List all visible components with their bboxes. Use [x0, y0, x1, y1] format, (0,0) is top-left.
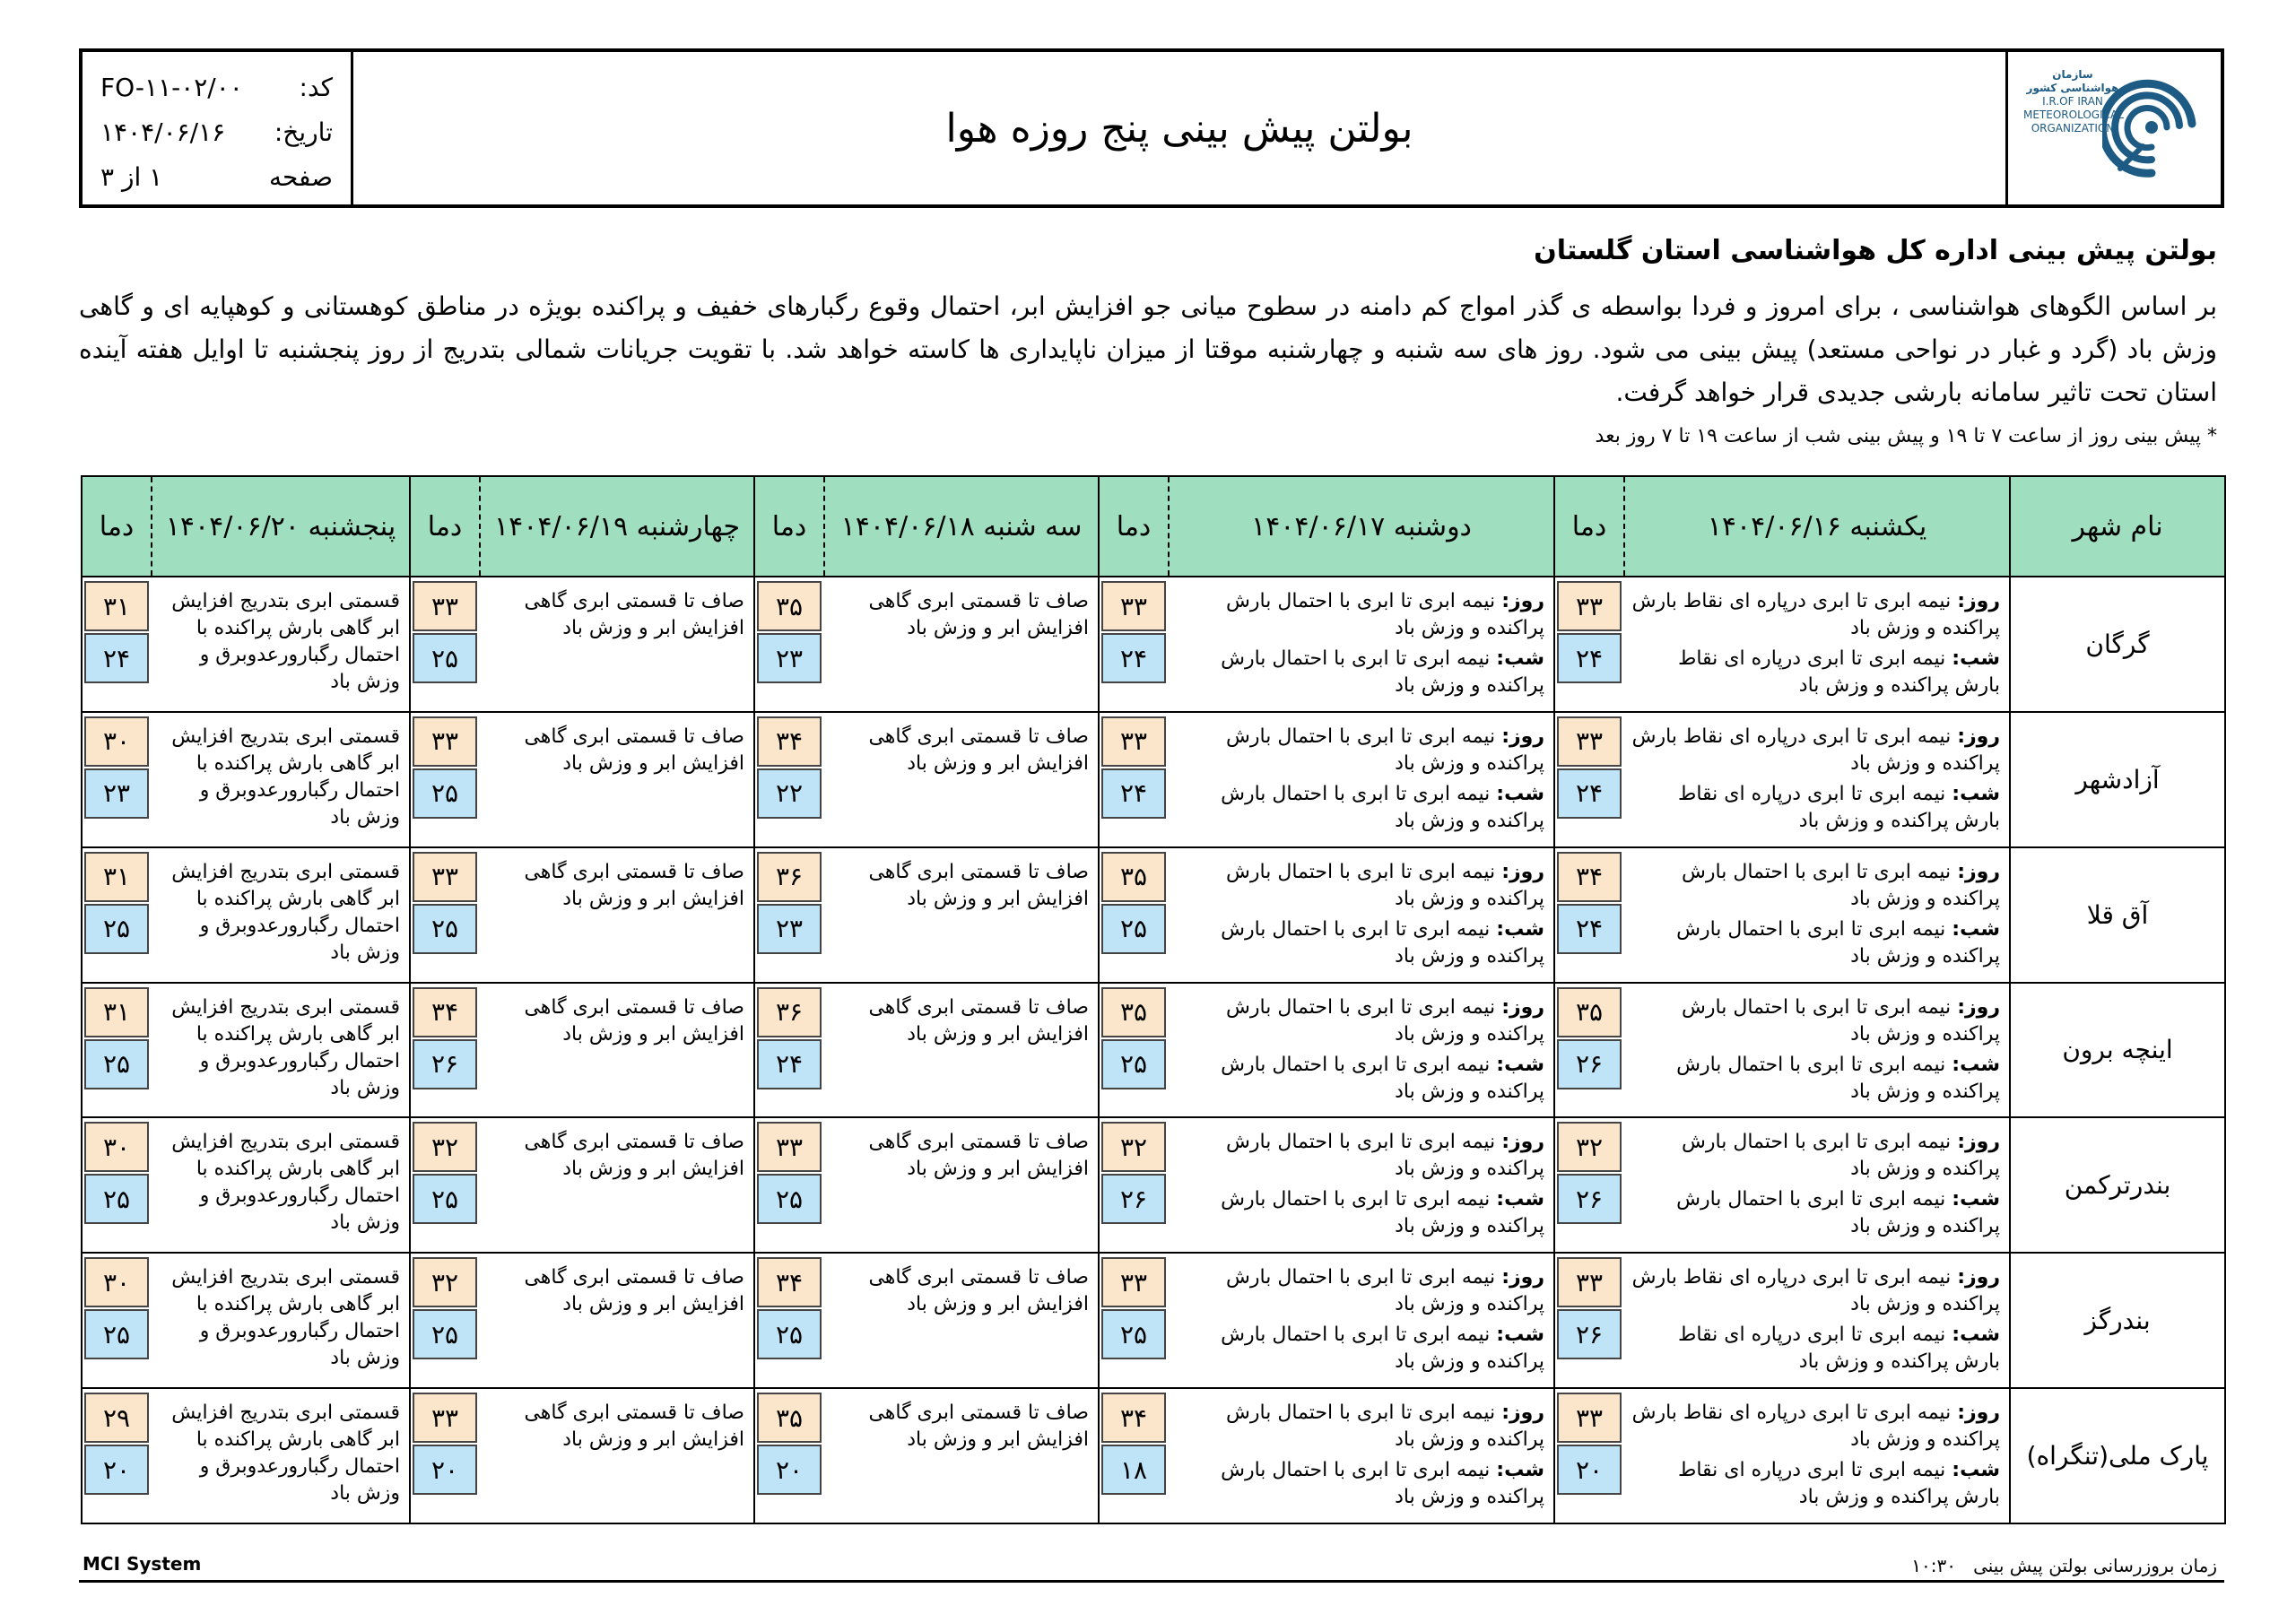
- temperature-cell: [82, 847, 152, 983]
- temperature-cell: [1099, 712, 1169, 847]
- day-label: روز:: [1501, 590, 1544, 612]
- max-temp: ۳۱: [84, 987, 149, 1037]
- night-label: شب:: [1952, 1459, 2000, 1482]
- forecast-text: قسمتی ابری بتدریج افزایش ابر گاهی بارش پراکنده با احتمال رگبارورعدوبرق و وزش باد: [171, 590, 400, 693]
- min-temp: ۲۴: [84, 633, 149, 683]
- min-temp: ۲۵: [84, 904, 149, 954]
- date-label: تاریخ:: [274, 117, 333, 147]
- update-time-text: [1911, 1555, 2217, 1576]
- day-forecast-text: نیمه ابری تا ابری با احتمال بارش پراکنده و وزش باد: [1226, 995, 1544, 1046]
- night-forecast: [1176, 1052, 1544, 1106]
- forecast-description: [1624, 712, 2010, 847]
- min-temp: ۲۵: [413, 633, 477, 683]
- forecast-text: صاف تا قسمتی ابری گاهی افزایش ابر و وزش باد: [524, 1266, 744, 1316]
- max-temp: ۳۳: [413, 1393, 477, 1443]
- forecast-description: [1624, 847, 2010, 983]
- forecast-text: صاف تا قسمتی ابری گاهی افزایش ابر و وزش باد: [868, 1266, 1089, 1316]
- min-temp: ۲۳: [757, 904, 822, 954]
- night-label: شب:: [1952, 917, 2000, 941]
- min-temp: ۲۵: [413, 904, 477, 954]
- night-label: شب:: [1496, 917, 1544, 941]
- forecast-description: [480, 577, 754, 712]
- min-temp: ۲۴: [1557, 904, 1622, 954]
- day-forecast: [1176, 994, 1544, 1048]
- forecast-description: [480, 1253, 754, 1388]
- day-forecast: [1631, 1400, 2000, 1454]
- max-temp: ۳۶: [757, 987, 822, 1037]
- min-temp: ۲۵: [1101, 1039, 1166, 1089]
- min-temp: ۲۰: [757, 1445, 822, 1495]
- max-temp: ۳۰: [84, 1122, 149, 1172]
- temp-column-header: دما: [1099, 476, 1169, 577]
- day-label: روز:: [1501, 1402, 1544, 1425]
- temperature-cell: [410, 577, 480, 712]
- table-row: [82, 847, 2225, 983]
- temperature-cell: [754, 847, 824, 983]
- forecast-text: صاف تا قسمتی ابری گاهی افزایش ابر و وزش باد: [524, 725, 744, 775]
- night-forecast: [1631, 1186, 2000, 1240]
- forecast-description: [824, 712, 1099, 847]
- min-temp: ۲۵: [84, 1309, 149, 1359]
- meteorological-logo: [2005, 52, 2221, 204]
- night-forecast-text: نیمه ابری تا ابری با احتمال بارش پراکنده و وزش باد: [1221, 782, 1544, 832]
- temperature-cell: [1554, 1117, 1624, 1253]
- forecast-description: [1624, 1117, 2010, 1253]
- forecast-text: صاف تا قسمتی ابری گاهی افزایش ابر و وزش باد: [868, 725, 1089, 775]
- day-column-header: چهارشنبه ۱۴۰۴/۰۶/۱۹: [480, 476, 754, 577]
- temperature-cell: [410, 983, 480, 1118]
- night-forecast: [1631, 781, 2000, 835]
- page-label: صفحه: [268, 161, 333, 192]
- day-column-header: سه شنبه ۱۴۰۴/۰۶/۱۸: [824, 476, 1099, 577]
- day-forecast-text: نیمه ابری تا ابری با احتمال بارش پراکنده و وزش باد: [1682, 1131, 2000, 1181]
- forecast-description: [152, 577, 410, 712]
- night-forecast: [1631, 1457, 2000, 1511]
- max-temp: ۳۰: [84, 1257, 149, 1307]
- max-temp: ۳۴: [757, 716, 822, 767]
- temp-column-header: دما: [82, 476, 152, 577]
- forecast-description: [824, 983, 1099, 1118]
- temperature-cell: [410, 712, 480, 847]
- night-label: شب:: [1952, 1324, 2000, 1347]
- temperature-cell: [1554, 577, 1624, 712]
- forecast-description: [1169, 983, 1554, 1118]
- max-temp: ۳۳: [1557, 1393, 1622, 1443]
- night-forecast: [1176, 1457, 1544, 1511]
- temperature-cell: [754, 1253, 824, 1388]
- forecast-text: قسمتی ابری بتدریج افزایش ابر گاهی بارش پراکنده با احتمال رگبارورعدوبرق و وزش باد: [171, 725, 400, 829]
- day-forecast: [1176, 1400, 1544, 1454]
- day-label: روز:: [1501, 725, 1544, 748]
- swirl-logo-icon: [2102, 70, 2201, 187]
- day-column-header: یکشنبه ۱۴۰۴/۰۶/۱۶: [1624, 476, 2010, 577]
- min-temp: ۲۶: [1557, 1039, 1622, 1089]
- header-meta: [83, 52, 353, 204]
- max-temp: ۳۲: [413, 1257, 477, 1307]
- temperature-cell: [1554, 983, 1624, 1118]
- city-name: بندرترکمن: [2010, 1117, 2225, 1253]
- day-label: روز:: [1957, 860, 2000, 883]
- temperature-cell: [1099, 1388, 1169, 1523]
- max-temp: ۳۳: [1101, 716, 1166, 767]
- night-forecast: [1176, 1322, 1544, 1376]
- max-temp: ۳۴: [1101, 1393, 1166, 1443]
- temperature-cell: [1554, 847, 1624, 983]
- day-forecast: [1631, 1129, 2000, 1183]
- temperature-cell: [410, 1253, 480, 1388]
- forecast-text: صاف تا قسمتی ابری گاهی افزایش ابر و وزش باد: [868, 1402, 1089, 1452]
- temperature-cell: [1554, 1388, 1624, 1523]
- forecast-description: [1169, 1388, 1554, 1523]
- day-forecast: [1176, 1129, 1544, 1183]
- table-row: [82, 712, 2225, 847]
- min-temp: ۲۶: [413, 1039, 477, 1089]
- night-forecast-text: نیمه ابری تا ابری درپاره ای نقاط بارش پراکنده و وزش باد: [1677, 647, 2000, 697]
- night-label: شب:: [1952, 1053, 2000, 1076]
- min-temp: ۲۴: [1101, 768, 1166, 819]
- forecast-description: [480, 712, 754, 847]
- temperature-cell: [82, 1117, 152, 1253]
- forecast-description: [1169, 712, 1554, 847]
- max-temp: ۳۴: [413, 987, 477, 1037]
- temperature-cell: [410, 1117, 480, 1253]
- forecast-text: قسمتی ابری بتدریج افزایش ابر گاهی بارش پراکنده با احتمال رگبارورعدوبرق و وزش باد: [171, 860, 400, 964]
- forecast-text: قسمتی ابری بتدریج افزایش ابر گاهی بارش پراکنده با احتمال رگبارورعدوبرق و وزش باد: [171, 995, 400, 1099]
- day-forecast-text: نیمه ابری تا ابری با احتمال بارش پراکنده و وزش باد: [1226, 1131, 1544, 1181]
- min-temp: ۲۶: [1557, 1309, 1622, 1359]
- min-temp: ۲۵: [413, 768, 477, 819]
- night-forecast: [1176, 916, 1544, 970]
- forecast-text: صاف تا قسمتی ابری گاهی افزایش ابر و وزش باد: [524, 860, 744, 910]
- min-temp: ۱۸: [1101, 1445, 1166, 1495]
- forecast-description: [152, 847, 410, 983]
- night-label: شب:: [1496, 647, 1544, 670]
- max-temp: ۳۵: [1101, 987, 1166, 1037]
- night-forecast: [1176, 646, 1544, 699]
- day-forecast-text: نیمه ابری تا ابری با احتمال بارش پراکنده و وزش باد: [1682, 860, 2000, 910]
- temperature-cell: [82, 1388, 152, 1523]
- night-forecast-text: نیمه ابری تا ابری درپاره ای نقاط بارش پراکنده و وزش باد: [1677, 782, 2000, 832]
- max-temp: ۳۲: [1101, 1122, 1166, 1172]
- forecast-description: [152, 1253, 410, 1388]
- forecast-time-note: * پیش بینی روز از ساعت ۷ تا ۱۹ و پیش بینی شب از ساعت ۱۹ تا ۷ روز بعد: [1595, 425, 2217, 447]
- day-forecast-text: نیمه ابری تا ابری با احتمال بارش پراکنده و وزش باد: [1226, 1266, 1544, 1316]
- temperature-cell: [754, 983, 824, 1118]
- table-header-row: [82, 476, 2225, 577]
- forecast-description: [152, 712, 410, 847]
- max-temp: ۳۵: [1101, 852, 1166, 902]
- day-column-header: دوشنبه ۱۴۰۴/۰۶/۱۷: [1169, 476, 1554, 577]
- forecast-description: [152, 1117, 410, 1253]
- night-forecast-text: نیمه ابری تا ابری با احتمال بارش پراکنده و وزش باد: [1221, 1324, 1544, 1374]
- temperature-cell: [1099, 983, 1169, 1118]
- day-forecast-text: نیمه ابری تا ابری درپاره ای نقاط بارش پراکنده و وزش باد: [1631, 1266, 2000, 1316]
- min-temp: ۲۵: [757, 1174, 822, 1224]
- min-temp: ۲۳: [84, 768, 149, 819]
- day-forecast-text: نیمه ابری تا ابری با احتمال بارش پراکنده و وزش باد: [1226, 725, 1544, 775]
- day-forecast: [1176, 588, 1544, 642]
- city-name: آق قلا: [2010, 847, 2225, 983]
- min-temp: ۲۴: [1557, 768, 1622, 819]
- forecast-description: [480, 983, 754, 1118]
- max-temp: ۳۵: [1557, 987, 1622, 1037]
- temp-column-header: دما: [410, 476, 480, 577]
- min-temp: ۲۶: [1101, 1174, 1166, 1224]
- forecast-description: [1169, 1253, 1554, 1388]
- forecast-text: صاف تا قسمتی ابری گاهی افزایش ابر و وزش باد: [868, 995, 1089, 1046]
- max-temp: ۳۱: [84, 581, 149, 631]
- forecast-text: صاف تا قسمتی ابری گاهی افزایش ابر و وزش باد: [868, 1131, 1089, 1181]
- temperature-cell: [754, 577, 824, 712]
- forecast-description: [824, 847, 1099, 983]
- city-name: پارک ملی(تنگراه): [2010, 1388, 2225, 1523]
- temperature-cell: [1099, 1253, 1169, 1388]
- max-temp: ۳۳: [1557, 581, 1622, 631]
- temperature-cell: [754, 1388, 824, 1523]
- temperature-cell: [754, 712, 824, 847]
- page-title: بولتن پیش بینی پنج روزه هوا: [945, 105, 1413, 152]
- min-temp: ۲۰: [84, 1445, 149, 1495]
- min-temp: ۲۵: [413, 1174, 477, 1224]
- max-temp: ۳۵: [757, 581, 822, 631]
- table-row: [82, 1388, 2225, 1523]
- min-temp: ۲۵: [1101, 904, 1166, 954]
- forecast-text: قسمتی ابری بتدریج افزایش ابر گاهی بارش پراکنده با احتمال رگبارورعدوبرق و وزش باد: [171, 1266, 400, 1370]
- max-temp: ۳۴: [757, 1257, 822, 1307]
- code-label: کد:: [299, 72, 333, 102]
- night-forecast-text: نیمه ابری تا ابری با احتمال بارش پراکنده و وزش باد: [1221, 1459, 1544, 1509]
- forecast-description: [480, 847, 754, 983]
- forecast-text: صاف تا قسمتی ابری گاهی افزایش ابر و وزش باد: [868, 590, 1089, 639]
- night-label: شب:: [1496, 1053, 1544, 1076]
- max-temp: ۳۳: [413, 581, 477, 631]
- night-forecast-text: نیمه ابری تا ابری با احتمال بارش پراکنده و وزش باد: [1676, 1053, 2000, 1103]
- forecast-description: [824, 577, 1099, 712]
- day-forecast: [1631, 588, 2000, 642]
- city-name: اینچه برون: [2010, 983, 2225, 1118]
- forecast-description: [1624, 1253, 2010, 1388]
- date-value: ۱۴۰۴/۰۶/۱۶: [100, 117, 226, 147]
- min-temp: ۲۴: [1101, 633, 1166, 683]
- forecast-description: [1624, 1388, 2010, 1523]
- min-temp: ۲۵: [757, 1309, 822, 1359]
- day-label: روز:: [1957, 590, 2000, 612]
- temperature-cell: [82, 712, 152, 847]
- night-forecast: [1631, 1052, 2000, 1106]
- day-forecast: [1631, 859, 2000, 913]
- update-time: ۱۰:۳۰: [1911, 1555, 1957, 1576]
- night-forecast-text: نیمه ابری تا ابری با احتمال بارش پراکنده و وزش باد: [1676, 1188, 2000, 1238]
- min-temp: ۲۲: [757, 768, 822, 819]
- night-forecast-text: نیمه ابری تا ابری با احتمال بارش پراکنده و وزش باد: [1221, 647, 1544, 697]
- night-forecast-text: نیمه ابری تا ابری با احتمال بارش پراکنده و وزش باد: [1221, 917, 1544, 968]
- temperature-cell: [754, 1117, 824, 1253]
- footer-divider: [79, 1580, 2224, 1583]
- forecast-text: قسمتی ابری بتدریج افزایش ابر گاهی بارش پراکنده با احتمال رگبارورعدوبرق و وزش باد: [171, 1402, 400, 1506]
- forecast-text: صاف تا قسمتی ابری گاهی افزایش ابر و وزش باد: [868, 860, 1089, 910]
- max-temp: ۳۳: [757, 1122, 822, 1172]
- day-label: روز:: [1957, 1131, 2000, 1154]
- max-temp: ۳۳: [413, 852, 477, 902]
- night-label: شب:: [1496, 1188, 1544, 1211]
- forecast-description: [824, 1117, 1099, 1253]
- night-forecast: [1631, 1322, 2000, 1376]
- intro-body: بر اساس الگوهای هواشناسی ، برای امروز و فردا بواسطه ی گذر امواج کم دامنه در سطوح میانی جو افزایش ابر، احتمال وقوع رگبارهای خفیف و پراکنده بویژه در مناطق کوهستانی و کوهپایه ای و گاهی وزش باد (گرد و غبار در نواحی مستعد) پیش بینی می شود. روز های سه شنبه و چهارشنبه موقتا از میزان ناپایداری ها کاسته خواهد شد. با تقویت جریانات شمالی بتدریج از روز پنجشنبه تا اوایل هفته آینده استان تحت تاثیر سامانه بارشی جدیدی قرار خواهد گرفت.: [79, 291, 2217, 407]
- night-label: شب:: [1952, 782, 2000, 805]
- forecast-description: [1169, 577, 1554, 712]
- code-value: FO-۱۱-۰۲/۰۰: [100, 72, 243, 102]
- forecast-text: صاف تا قسمتی ابری گاهی افزایش ابر و وزش باد: [524, 995, 744, 1046]
- table-row: [82, 1117, 2225, 1253]
- temperature-cell: [82, 577, 152, 712]
- night-forecast: [1176, 781, 1544, 835]
- max-temp: ۳۶: [757, 852, 822, 902]
- day-forecast: [1176, 1264, 1544, 1318]
- max-temp: ۳۴: [1557, 852, 1622, 902]
- max-temp: ۲۹: [84, 1393, 149, 1443]
- forecast-table: [81, 475, 2226, 1524]
- day-forecast-text: نیمه ابری تا ابری درپاره ای نقاط بارش پراکنده و وزش باد: [1631, 725, 2000, 775]
- day-label: روز:: [1957, 1266, 2000, 1289]
- forecast-text: صاف تا قسمتی ابری گاهی افزایش ابر و وزش باد: [524, 1131, 744, 1181]
- forecast-description: [824, 1253, 1099, 1388]
- day-forecast-text: نیمه ابری تا ابری با احتمال بارش پراکنده و وزش باد: [1226, 1402, 1544, 1452]
- table-row: [82, 1253, 2225, 1388]
- city-name: گرگان: [2010, 577, 2225, 712]
- temperature-cell: [1554, 1253, 1624, 1388]
- forecast-description: [1624, 983, 2010, 1118]
- table-row: [82, 983, 2225, 1118]
- forecast-description: [480, 1388, 754, 1523]
- max-temp: ۳۳: [1101, 581, 1166, 631]
- min-temp: ۲۰: [1557, 1445, 1622, 1495]
- min-temp: ۲۵: [84, 1039, 149, 1089]
- night-forecast-text: نیمه ابری تا ابری با احتمال بارش پراکنده و وزش باد: [1676, 917, 2000, 968]
- forecast-description: [152, 1388, 410, 1523]
- max-temp: ۳۵: [757, 1393, 822, 1443]
- forecast-description: [824, 1388, 1099, 1523]
- day-label: روز:: [1501, 1131, 1544, 1154]
- day-forecast: [1631, 1264, 2000, 1318]
- min-temp: ۲۶: [1557, 1174, 1622, 1224]
- temperature-cell: [410, 1388, 480, 1523]
- forecast-text: صاف تا قسمتی ابری گاهی افزایش ابر و وزش باد: [524, 590, 744, 639]
- logo-text-en: I.R.OF IRAN METEOROLOGICAL ORGANIZATION: [2023, 95, 2124, 135]
- night-label: شب:: [1496, 782, 1544, 805]
- min-temp: ۲۳: [757, 633, 822, 683]
- max-temp: ۳۲: [413, 1122, 477, 1172]
- max-temp: ۳۳: [413, 716, 477, 767]
- day-forecast-text: نیمه ابری تا ابری با احتمال بارش پراکنده و وزش باد: [1226, 860, 1544, 910]
- max-temp: ۳۱: [84, 852, 149, 902]
- logo-text-fa: سازمان هواشناسی کشور: [2026, 68, 2119, 94]
- max-temp: ۳۳: [1557, 716, 1622, 767]
- day-label: روز:: [1501, 995, 1544, 1019]
- day-forecast-text: نیمه ابری تا ابری با احتمال بارش پراکنده و وزش باد: [1682, 995, 2000, 1046]
- max-temp: ۳۳: [1557, 1257, 1622, 1307]
- city-name: بندرگز: [2010, 1253, 2225, 1388]
- day-label: روز:: [1501, 1266, 1544, 1289]
- city-column-header: نام شهر: [2010, 476, 2225, 577]
- temperature-cell: [410, 847, 480, 983]
- day-forecast-text: نیمه ابری تا ابری با احتمال بارش پراکنده و وزش باد: [1226, 590, 1544, 639]
- forecast-description: [1169, 847, 1554, 983]
- day-label: روز:: [1957, 725, 2000, 748]
- day-forecast: [1176, 724, 1544, 777]
- temperature-cell: [82, 983, 152, 1118]
- update-label: زمان بروزرسانی بولتن پیش بینی: [1973, 1555, 2217, 1576]
- day-forecast-text: نیمه ابری تا ابری درپاره ای نقاط بارش پراکنده و وزش باد: [1631, 590, 2000, 639]
- min-temp: ۲۴: [1557, 633, 1622, 683]
- max-temp: ۳۳: [1101, 1257, 1166, 1307]
- night-forecast-text: نیمه ابری تا ابری درپاره ای نقاط بارش پراکنده و وزش باد: [1677, 1459, 2000, 1509]
- max-temp: ۳۰: [84, 716, 149, 767]
- temperature-cell: [82, 1253, 152, 1388]
- day-forecast: [1631, 994, 2000, 1048]
- forecast-text: قسمتی ابری بتدریج افزایش ابر گاهی بارش پراکنده با احتمال رگبارورعدوبرق و وزش باد: [171, 1131, 400, 1235]
- temperature-cell: [1554, 712, 1624, 847]
- day-forecast-text: نیمه ابری تا ابری درپاره ای نقاط بارش پراکنده و وزش باد: [1631, 1402, 2000, 1452]
- max-temp: ۳۲: [1557, 1122, 1622, 1172]
- city-name: آزادشهر: [2010, 712, 2225, 847]
- forecast-description: [1624, 577, 2010, 712]
- intro-title: بولتن پیش بینی اداره کل هواشناسی استان گلستان: [1534, 235, 2217, 266]
- min-temp: ۲۰: [413, 1445, 477, 1495]
- night-label: شب:: [1952, 647, 2000, 670]
- day-label: روز:: [1957, 1402, 2000, 1425]
- forecast-description: [1169, 1117, 1554, 1253]
- forecast-description: [152, 983, 410, 1118]
- forecast-text: صاف تا قسمتی ابری گاهی افزایش ابر و وزش باد: [524, 1402, 744, 1452]
- temp-column-header: دما: [754, 476, 824, 577]
- night-label: شب:: [1952, 1188, 2000, 1211]
- night-forecast: [1631, 646, 2000, 699]
- night-label: شب:: [1496, 1459, 1544, 1482]
- day-label: روز:: [1957, 995, 2000, 1019]
- min-temp: ۲۵: [413, 1309, 477, 1359]
- min-temp: ۲۵: [1101, 1309, 1166, 1359]
- temperature-cell: [1099, 847, 1169, 983]
- night-label: شب:: [1496, 1324, 1544, 1347]
- day-forecast: [1631, 724, 2000, 777]
- min-temp: ۲۵: [84, 1174, 149, 1224]
- system-name: MCI System: [83, 1553, 202, 1575]
- day-label: روز:: [1501, 860, 1544, 883]
- night-forecast-text: نیمه ابری تا ابری درپاره ای نقاط بارش پراکنده و وزش باد: [1677, 1324, 2000, 1374]
- temperature-cell: [1099, 1117, 1169, 1253]
- page-value: ۱ از ۳: [100, 161, 163, 192]
- night-forecast: [1176, 1186, 1544, 1240]
- night-forecast-text: نیمه ابری تا ابری با احتمال بارش پراکنده و وزش باد: [1221, 1188, 1544, 1238]
- bulletin-header: [79, 48, 2224, 208]
- night-forecast-text: نیمه ابری تا ابری با احتمال بارش پراکنده و وزش باد: [1221, 1053, 1544, 1103]
- temp-column-header: دما: [1554, 476, 1624, 577]
- day-forecast: [1176, 859, 1544, 913]
- min-temp: ۲۴: [757, 1039, 822, 1089]
- night-forecast: [1631, 916, 2000, 970]
- table-row: [82, 577, 2225, 712]
- temperature-cell: [1099, 577, 1169, 712]
- day-column-header: پنجشنبه ۱۴۰۴/۰۶/۲۰: [152, 476, 410, 577]
- forecast-description: [480, 1117, 754, 1253]
